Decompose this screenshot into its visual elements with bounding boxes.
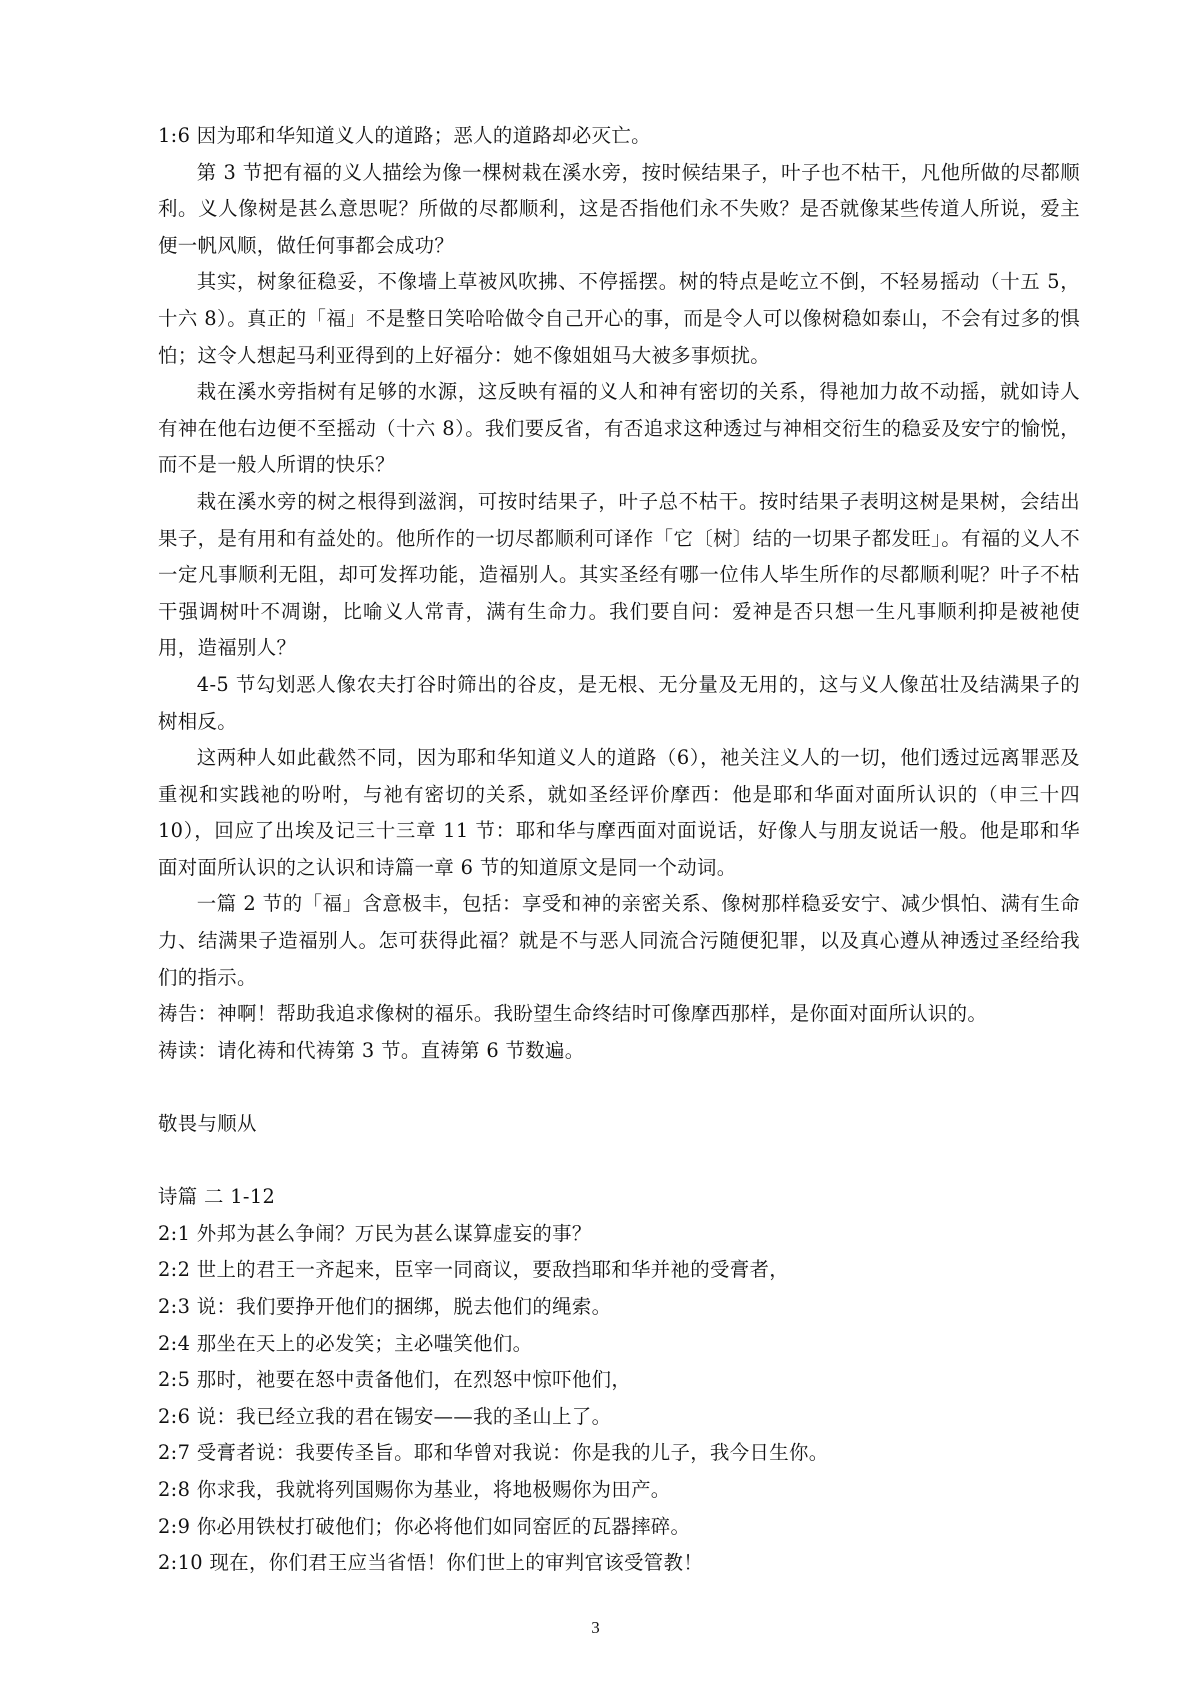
verse-line: 2:6 说：我已经立我的君在锡安——我的圣山上了。	[158, 1404, 612, 1428]
reading-line: 祷读：请化祷和代祷第 3 节。直祷第 6 节数遍。	[158, 1038, 585, 1062]
body-text	[158, 118, 1080, 1582]
verse-line: 2:3 说：我们要挣开他们的捆绑，脱去他们的绳索。	[158, 1295, 612, 1318]
verse-line: 2:10 现在，你们君王应当省悟！你们世上的审判官该受管教！	[158, 1551, 703, 1575]
verse-line: 2:8 你求我，我就将列国赐你为基业，将地极赐你为田产。	[158, 1477, 671, 1501]
paragraph: 栽在溪水旁指树有足够的水源，这反映有福的义人和神有密切的关系，得祂加力故不动摇，就如诗人有神在他右边便不至摇动（十六 8）。我们要反省，有否追求这种透过与神相交衍生的稳妥及安宁的愉悦，而不是一般人所谓的快乐？	[158, 380, 1080, 477]
spacer	[158, 1069, 1080, 1106]
paragraph: 4-5 节勾划恶人像农夫打谷时筛出的谷皮，是无根、无分量及无用的，这与义人像茁壮及结满果子的树相反。	[158, 672, 1080, 733]
verse-line: 1:6 因为耶和华知道义人的道路；恶人的道路却必灭亡。	[158, 124, 651, 147]
prayer-line: 祷告：神啊！帮助我追求像树的福乐。我盼望生命终结时可像摩西那样，是你面对面所认识的。	[158, 1002, 988, 1026]
paragraph: 其实，树象征稳妥，不像墙上草被风吹拂、不停摇摆。树的特点是屹立不倒，不轻易摇动（十五 5，十六 8）。真正的「福」不是整日笑哈哈做令自己开心的事，而是令人可以像树稳如泰山，不会有过多的惧怕；这令人想起马利亚得到的上好福分：她不像姐姐马大被多事烦扰。	[158, 270, 1080, 367]
section-title: 敬畏与顺从	[158, 1112, 257, 1136]
paragraph: 一篇 2 节的「福」含意极丰，包括：享受和神的亲密关系、像树那样稳妥安宁、减少惧怕、满有生命力、结满果子造福别人。怎可获得此福？就是不与恶人同流合污随便犯罪，以及真心遵从神透过圣经给我们的指示。	[158, 892, 1080, 989]
paragraph: 这两种人如此截然不同，因为耶和华知道义人的道路（6），祂关注义人的一切，他们透过远离罪恶及重视和实践祂的吩咐，与祂有密切的关系，就如圣经评价摩西：他是耶和华面对面所认识的（申三十四 10），回应了出埃及记三十三章 11 节：耶和华与摩西面对面说话，好像人与朋友说话一般。他是耶和华面对面所认识的之认识和诗篇一章 6 节的知道原文是同一个动词。	[158, 746, 1080, 879]
passage-reference: 诗篇 二 1-12	[158, 1185, 276, 1209]
verse-line: 2:4 那坐在天上的必发笑；主必嗤笑他们。	[158, 1331, 533, 1355]
paragraph: 栽在溪水旁的树之根得到滋润，可按时结果子，叶子总不枯干。按时结果子表明这树是果树，会结出果子，是有用和有益处的。他所作的一切尽都顺利可译作「它〔树〕结的一切果子都发旺」。有福的义人不一定凡事顺利无阻，却可发挥功能，造福别人。其实圣经有哪一位伟人毕生所作的尽都顺利呢？叶子不枯干强调树叶不凋谢，比喻义人常青，满有生命力。我们要自问：爱神是否只想一生凡事顺利抑是被祂使用，造福别人？	[158, 489, 1080, 660]
paragraph: 第 3 节把有福的义人描绘为像一棵树栽在溪水旁，按时候结果子，叶子也不枯干，凡他所做的尽都顺利。义人像树是甚么意思呢？所做的尽都顺利，这是否指他们永不失败？是否就像某些传道人所说，爱主便一帆风顺，做任何事都会成功？	[158, 160, 1080, 257]
verse-line: 2:2 世上的君王一齐起来，臣宰一同商议，要敌挡耶和华并祂的受膏者，	[158, 1258, 789, 1282]
page-number: 3	[591, 1618, 600, 1637]
verse-line: 2:5 那时，祂要在怒中责备他们，在烈怒中惊吓他们，	[158, 1368, 632, 1392]
verse-line: 2:9 你必用铁杖打破他们；你必将他们如同窑匠的瓦器摔碎。	[158, 1514, 691, 1538]
verse-line: 2:7 受膏者说：我要传圣旨。耶和华曾对我说：你是我的儿子，我今日生你。	[158, 1441, 829, 1465]
spacer	[158, 1143, 1080, 1180]
verse-line: 2:1 外邦为甚么争闹？万民为甚么谋算虚妄的事？	[158, 1221, 592, 1245]
